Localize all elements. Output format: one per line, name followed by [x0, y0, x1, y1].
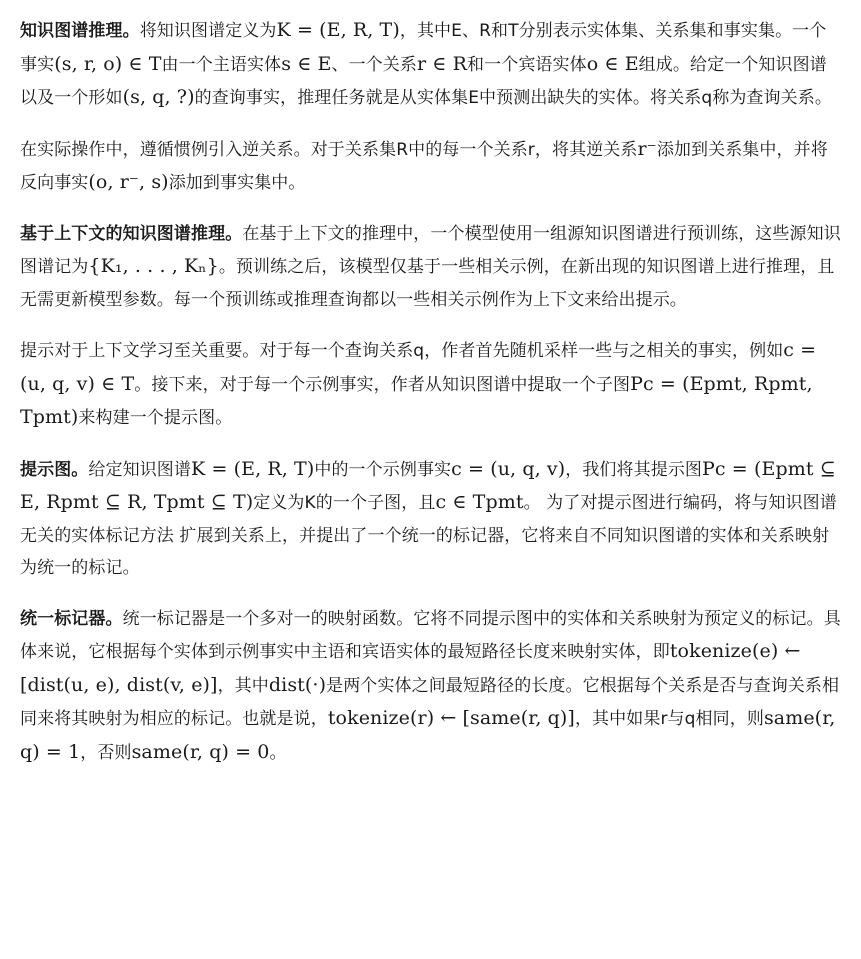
math-expression: same(r, q) = 0: [131, 740, 270, 763]
math-expression: Pc = (Epmt, Rpmt, Tpmt): [20, 372, 813, 428]
paragraph-prompting: [20, 334, 843, 435]
paragraph-heading: 基于上下文的知识图谱推理。: [20, 223, 243, 244]
paragraph-text: 是两个实体之间最短路径的长度。它根据每个关系是否与查询关系相同来将其映射为相应的标记。也就是说，: [20, 675, 840, 729]
paragraph-text: 添加到事实集中。: [168, 173, 306, 193]
math-expression: tokenize(r) ← [same(r, q)]: [327, 707, 575, 729]
math-expression: Pc = (Epmt ⊆ E, Rpmt ⊆ R, Tpmt ⊆ T): [20, 457, 836, 513]
paragraph-text: ，其中: [217, 675, 269, 696]
paragraph-prompt-graph: [20, 453, 843, 585]
paragraph-text: 来构建一个提示图。: [78, 408, 233, 428]
math-expression: (s, q, ?): [122, 86, 195, 108]
paragraph-text: 统一标记器是一个多对一的映射函数。它将不同提示图中的实体和关系映射为预定义的标记。具体来说，它根据每个实体到示例事实中主语和宾语实体的最短路径长度来映射实体，即: [20, 608, 841, 662]
paragraph-text: 。 为了对提示图进行编码，将与知识图谱无关的实体标记方法 扩展到关系上，并提出了一个统一的标记器，它将来自不同知识图谱的实体和关系映射为统一的标记。: [20, 493, 837, 578]
math-expression: same(r, q) = 1: [20, 707, 836, 763]
paragraph-text: 定义为K的一个子图，且: [253, 493, 436, 513]
paragraph-text: ，我们将其提示图: [565, 459, 703, 480]
math-expression: r ∈ R: [416, 52, 468, 75]
math-expression: r⁻: [637, 137, 657, 160]
math-expression: (s, r, o) ∈ T: [54, 52, 162, 75]
paragraph-text: 中的一个示例事实: [314, 459, 452, 480]
paragraph-unified-tokenizer: [20, 603, 843, 770]
paragraph-text: 组成。给定一个知识图谱以及一个形如: [20, 54, 827, 108]
paragraph-text: ，其中E、R和T分别表示实体集、关系集和事实集。一个事实: [20, 21, 827, 75]
math-expression: dist(·): [268, 673, 327, 696]
math-expression: c = (u, q, v) ∈ T: [20, 339, 817, 395]
math-expression: tokenize(e) ← [dist(u, e), dist(v, e)]: [20, 640, 801, 696]
paragraph-text: 添加到关系集中，并将反向事实: [20, 139, 828, 193]
paragraph-text: ，其中如果r与q相同，则: [574, 709, 764, 729]
math-expression: c ∈ Tpmt: [435, 491, 524, 513]
paragraph-heading: 知识图谱推理。: [20, 21, 140, 41]
math-expression: s ∈ E: [281, 52, 332, 75]
paragraph-text: 在基于上下文的推理中，一个模型使用一组源知识图谱进行预训练，这些源知识图谱记为: [20, 223, 841, 277]
math-expression: K = (E, R, T): [191, 457, 315, 480]
paragraph-heading: 统一标记器。: [20, 608, 123, 629]
paragraph-text: 由一个主语实体: [161, 54, 282, 75]
paragraph-text: 。接下来，对于每一个示例事实，作者从知识图谱中提取一个子图: [134, 374, 631, 395]
paragraph-kg-reasoning: [20, 14, 843, 115]
paragraph-text: 、一个关系: [331, 54, 417, 75]
paragraph-text: ，否则: [80, 742, 132, 763]
math-expression: c = (u, q, v): [451, 457, 566, 480]
paragraph-inverse-relations: [20, 133, 843, 200]
paragraph-heading: 提示图。: [20, 459, 89, 480]
paragraph-text: 提示对于上下文学习至关重要。对于每一个查询关系q，作者首先随机采样一些与之相关的事实，例如: [20, 341, 784, 361]
paragraph-text: 将知识图谱定义为: [139, 21, 277, 41]
paragraph-text: 。预训练之后，该模型仅基于一些相关示例，在新出现的知识图谱上进行推理，且无需更新模型参数。每一个预训练或推理查询都以一些相关示例作为上下文来给出提示。: [20, 257, 835, 310]
paragraph-text: 给定知识图谱: [88, 459, 192, 480]
math-expression: K = (E, R, T): [276, 19, 400, 41]
math-expression: o ∈ E: [586, 52, 639, 75]
paragraph-text: 的查询事实，推理任务就是从实体集E中预测出缺失的实体。将关系q称为查询关系。: [194, 88, 832, 108]
paragraph-text: 和一个宾语实体: [467, 54, 587, 75]
paragraph-in-context-kg: [20, 218, 843, 317]
math-expression: {K₁, . . . , Kₙ}: [88, 255, 219, 277]
paragraph-text: 。: [269, 742, 287, 763]
paragraph-text: 在实际操作中，遵循惯例引入逆关系。对于关系集R中的每一个关系r，将其逆关系: [20, 139, 638, 160]
math-expression: (o, r⁻, s): [88, 171, 169, 193]
